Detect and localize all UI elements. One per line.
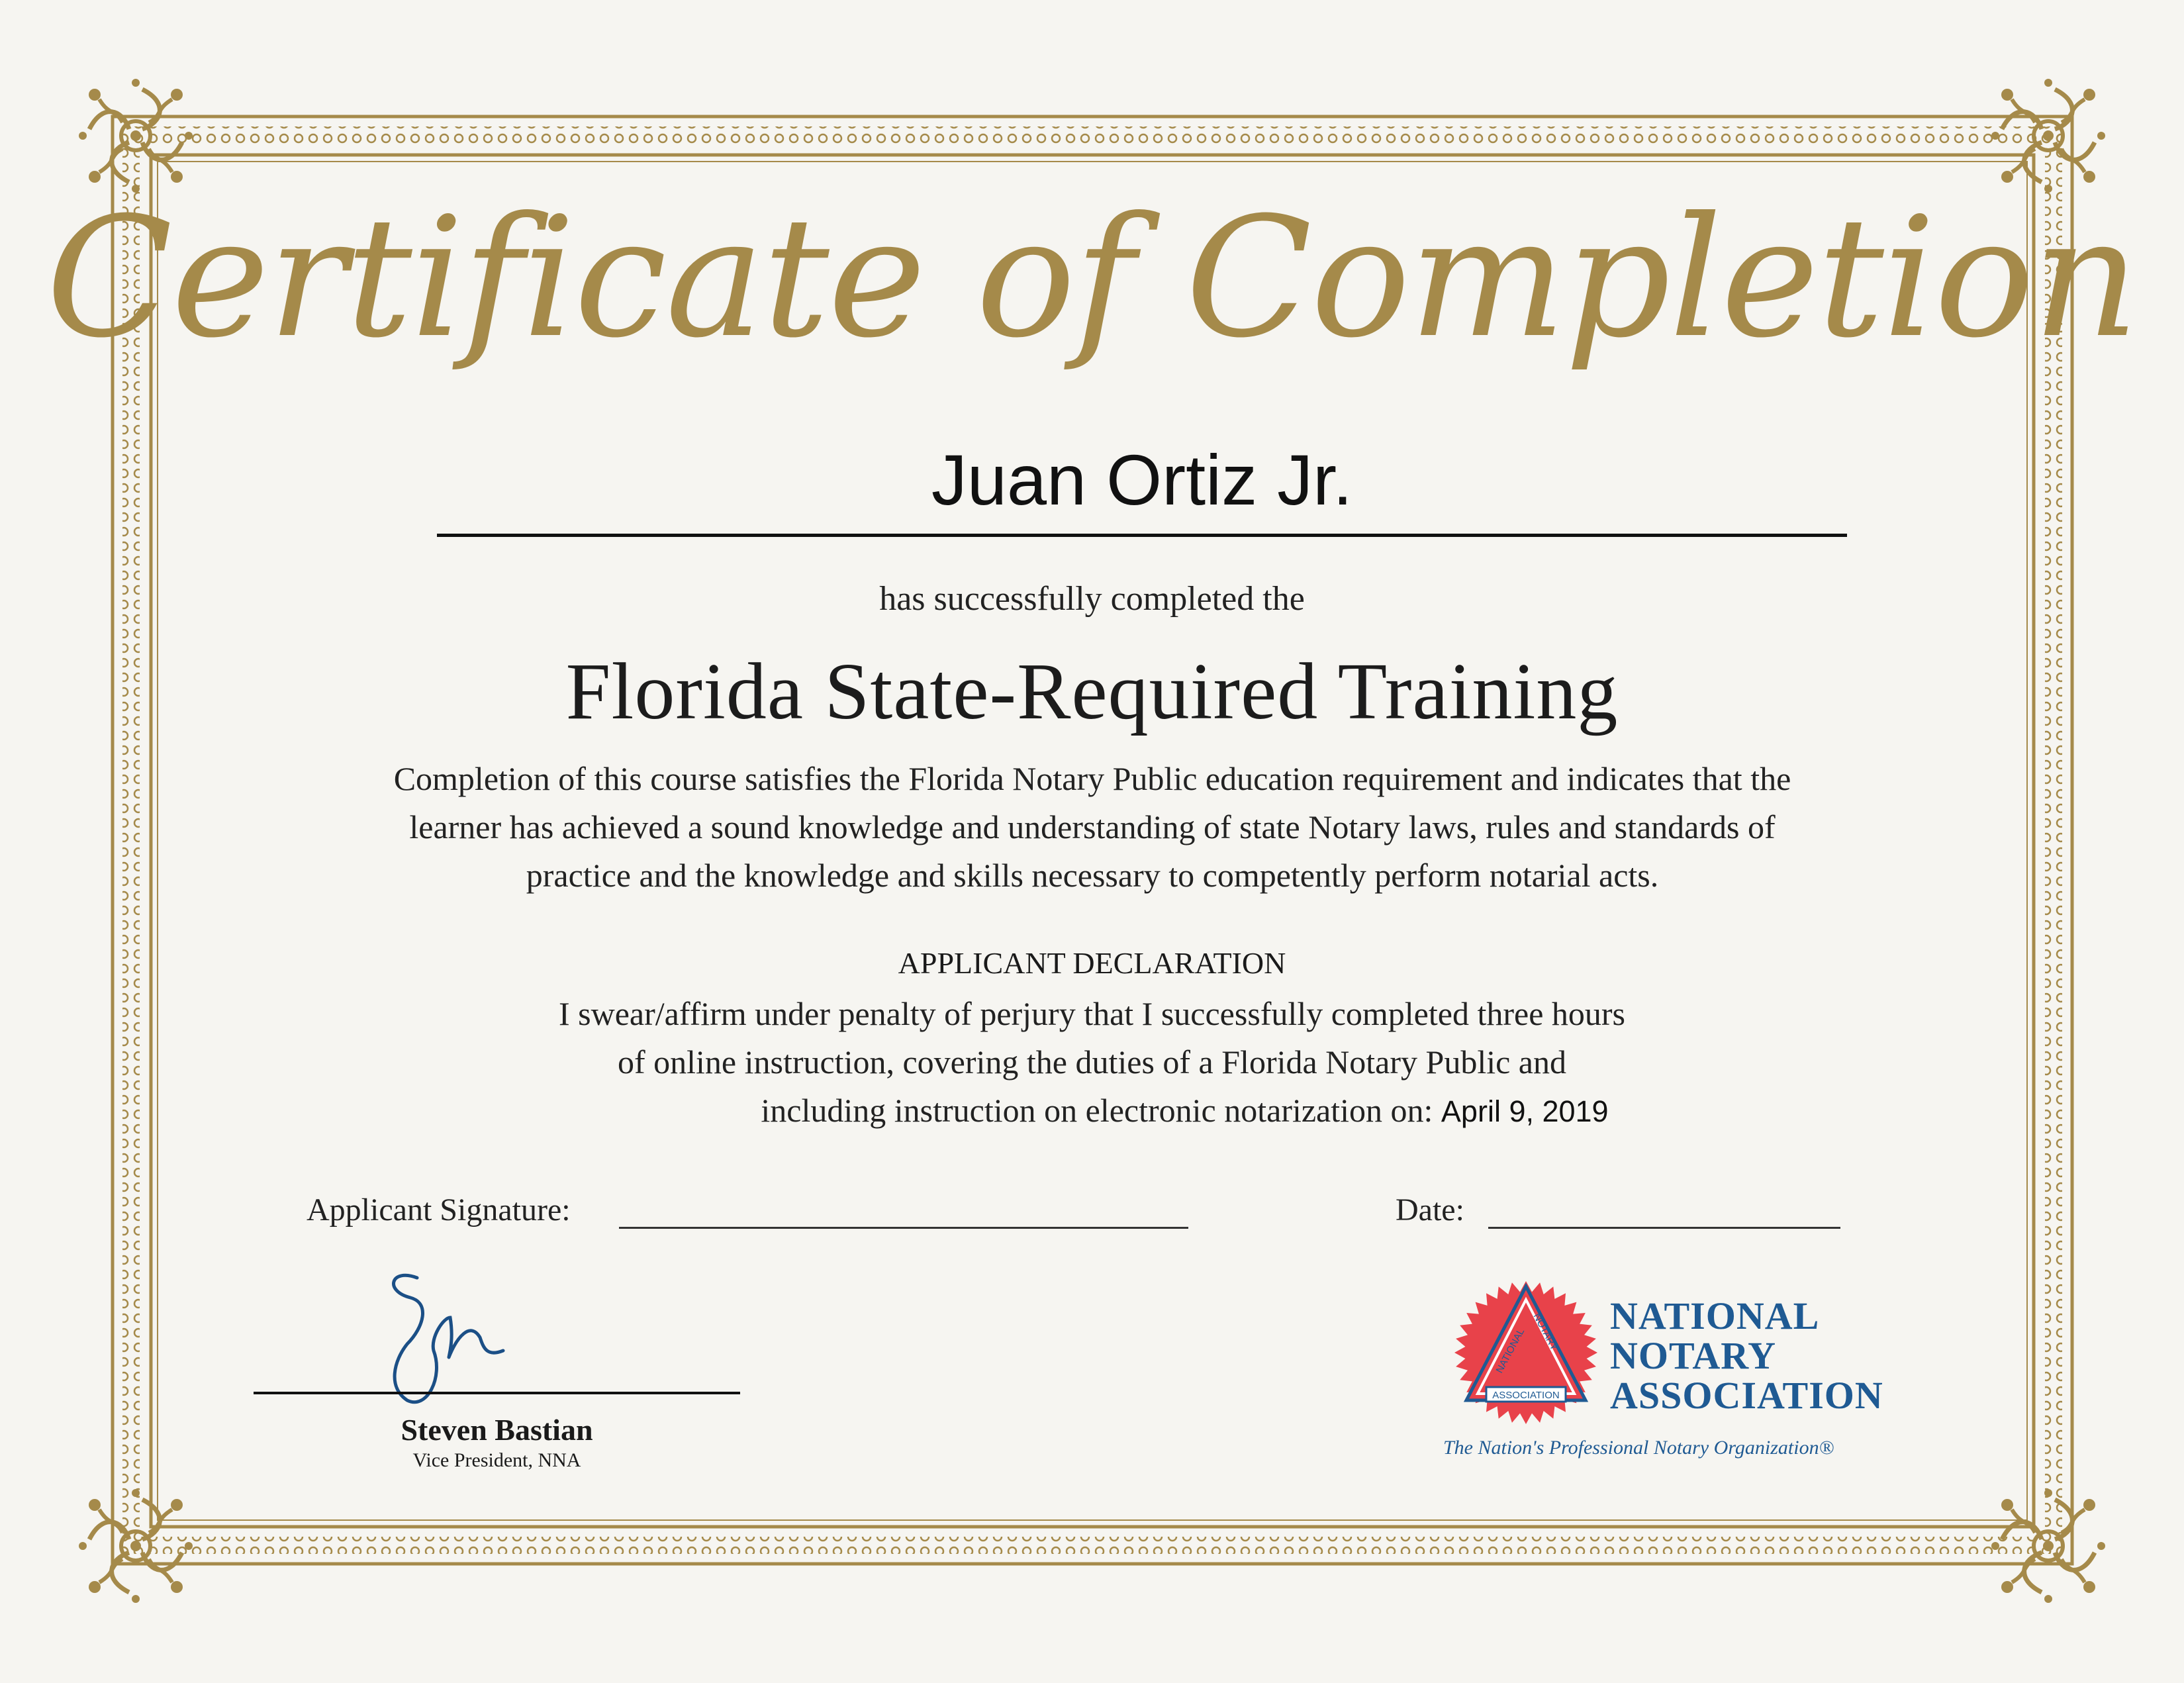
description-line: learner has achieved a sound knowledge and understanding of state Notary laws, rules and standards of	[409, 808, 1776, 845]
description-line: Completion of this course satisfies the Florida Notary Public education requirement and indicates that the	[393, 760, 1791, 797]
svg-text:NATIONAL: NATIONAL	[1494, 1326, 1527, 1375]
applicant-signature-label: Applicant Signature:	[307, 1192, 571, 1227]
signature-image	[371, 1265, 543, 1410]
svg-text:NOTARY: NOTARY	[1531, 1311, 1560, 1353]
declaration-heading: APPLICANT DECLARATION	[898, 946, 1286, 980]
course-description	[265, 755, 1920, 900]
description-line: practice and the knowledge and skills necessary to competently perform notarial acts.	[526, 857, 1659, 894]
svg-text:ASSOCIATION: ASSOCIATION	[1492, 1390, 1560, 1401]
intro-text: has successfully completed the	[879, 580, 1305, 618]
signer-title: Vice President, NNA	[412, 1449, 581, 1471]
recipient-name: Juan Ortiz Jr.	[931, 440, 1353, 520]
certificate-title: Certificate of Completion	[46, 181, 2138, 374]
signer-name: Steven Bastian	[401, 1413, 593, 1447]
declaration-text	[0, 990, 2184, 1135]
declaration-line: including instruction on electronic notarization on: April 9, 2019	[761, 1092, 1609, 1129]
course-name: Florida State-Required Training	[565, 647, 1619, 736]
date-label: Date:	[1396, 1192, 1464, 1227]
nna-wordmark: NATIONAL NOTARY ASSOCIATION	[1610, 1294, 1883, 1417]
recipient-underline	[437, 534, 1847, 537]
declaration-line: I swear/affirm under penalty of perjury that I successfully completed three hours	[558, 995, 1625, 1032]
applicant-signature-field[interactable]	[619, 1227, 1188, 1229]
nna-tagline: The Nation's Professional Notary Organization®	[1443, 1437, 1834, 1459]
nna-seal-icon	[1450, 1274, 1602, 1427]
signer-signature-line	[254, 1392, 740, 1394]
date-field[interactable]	[1488, 1227, 1840, 1229]
declaration-line: of online instruction, covering the duties of a Florida Notary Public and	[617, 1043, 1567, 1081]
completion-date: April 9, 2019	[1441, 1094, 1609, 1128]
